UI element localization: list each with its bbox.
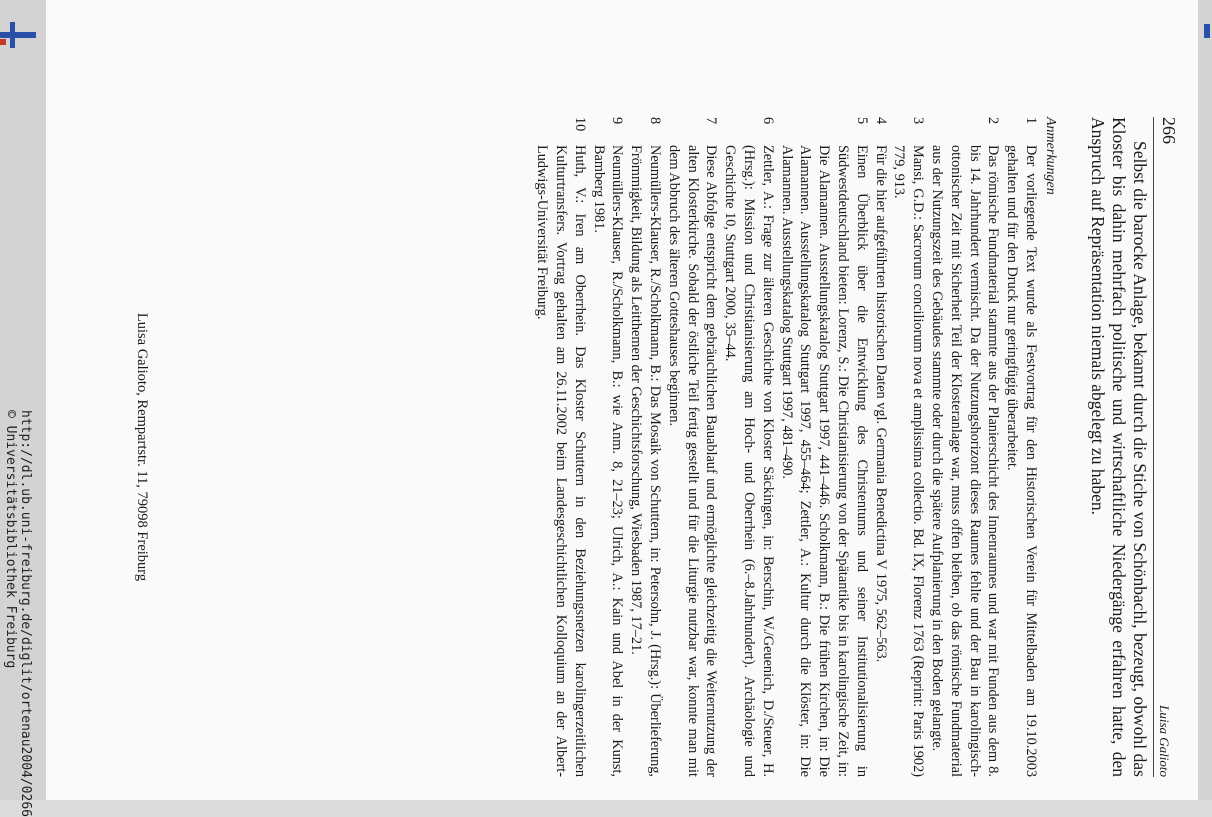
- note-item: [664, 117, 720, 777]
- note-text: Einen Überblick über die Entwicklung des Christentums und seiner Institutionalisierung in Südwestdeutschland bieten: Lorenz, S.: Die Christianisierung von der Spätantike bis in karolingische Zeit, in: Die Alamannen. Ausstellungskatalog Stuttgart 1997, 441–446. Scholkmann, B.: Die frühen Kirchen, in: Die Alamannen. Ausstellungskatalog Stuttgart 1997, 455–464; Zettler, A.: Kultur durch die Klöster, in: Die Alamannen. Ausstellungskatalog Stuttgart 1997, 481–490.: [778, 145, 870, 777]
- notes-list: [532, 117, 1040, 777]
- source-url-link[interactable]: http://dl.ub.uni-freiburg.de/diglit/ortenau2004/0266: [18, 410, 33, 817]
- note-number: 8: [647, 117, 664, 125]
- body-paragraph: Selbst die barocke Anlage, bekannt durch die Stiche von Schönbachl, bezeugt, obwohl das Kloster bis dahin mehrfach politische und wirtschaftliche Niedergänge erfahren hatte, den Anspruch auf Repräsentation niemals abgelegt zu haben.: [1088, 117, 1150, 777]
- author-address: Luisa Galioto, Rempartstr. 11, 79098 Freiburg: [134, 312, 150, 582]
- note-number: 10: [571, 117, 588, 132]
- note-item: [589, 117, 627, 777]
- note-text: Neumüllers-Klauser, R./Scholkmann, B.: Das Mosaik von Schuttern, in: Petersohn, J. (Hrsg.): Überlieferung, Frömmigkeit, Bildung als Leitthemen der Geschichtsforschung, Wiesbaden 1987, 17–21.: [628, 145, 664, 777]
- page-content-rotated: [134, 117, 1179, 777]
- note-item: [777, 117, 871, 777]
- note-text: Diese Abfolge entspricht dem gebräuchlichen Bauablauf und ermöglichte gleichzeitig die Weiternutzung der alten Klosterkirche. Sobald der östliche Teil fertig gestellt und für die Liturgie nutzbar war, konnte man mit dem Abbruch des älteren Gotteshauses beginnen.: [665, 145, 720, 777]
- note-item: [626, 117, 664, 777]
- edge-marker-bar-icon: [1204, 24, 1210, 38]
- logo-stem-icon: [10, 22, 15, 48]
- note-number: 1: [1023, 117, 1039, 125]
- page-number: 266: [1159, 117, 1179, 144]
- running-head: Luisa Galioto: [1157, 705, 1172, 777]
- note-text: Für die hier aufgeführten historischen Daten vgl. Germania Benedictina V 1975, 562–563.: [872, 145, 889, 663]
- viewer-right-margin: [1198, 0, 1212, 800]
- note-item: [532, 117, 588, 777]
- note-number: 2: [985, 117, 1002, 125]
- note-number: 5: [853, 117, 870, 125]
- note-number: 9: [609, 117, 626, 125]
- note-item: [720, 117, 776, 777]
- note-item: [871, 117, 890, 777]
- note-number: 4: [872, 117, 889, 125]
- scanned-page: [46, 0, 1198, 800]
- page-header: [1153, 117, 1179, 777]
- logo-bar-icon: [0, 32, 36, 38]
- note-text: Neumüllers-Klauser, R./Scholkmann, B.: wie Anm. 8, 21–23; Ulrich, A.: Kain und Abel in der Kunst, Bamberg 1981.: [590, 145, 626, 777]
- note-number: 6: [759, 117, 776, 125]
- note-item: [890, 117, 928, 777]
- note-number: 7: [703, 117, 720, 125]
- copyright-notice: © Universitätsbibliothek Freiburg: [3, 410, 18, 669]
- page-edge-marker-icon: [1200, 20, 1212, 42]
- logo-accent-icon: [0, 39, 6, 45]
- library-logo-icon: [0, 20, 36, 50]
- note-text: Mansi, G.D.: Sacrorum conciliorum nova et amplissima collectio. Bd. IX, Florenz 1763 (Reprint: Paris 1902) 779, 913.: [891, 145, 927, 777]
- notes-heading: Anmerkungen: [1043, 117, 1058, 195]
- note-text: Zettler, A.: Frage zur älteren Geschichte von Kloster Säckingen, in: Berschin, W./Geuenich, D./Steuer, H. (Hrsg.): Mission und Christianisierung am Hoch- und Oberrhein (6.–8.Jahrhundert). Archäologie und Geschichte 10, Stuttgart 2000, 35–44.: [722, 145, 776, 777]
- note-number: 3: [910, 117, 927, 125]
- note-text: Der vorliegende Text wurde als Festvortrag für den Historischen Verein für Mittelbaden am 19.10.2003 gehalten und für den Druck nur geringfügig überarbeitet.: [1004, 145, 1039, 777]
- note-text: Huth, V.: Iren am Oberrhein. Das Kloster Schuttern in den Beziehungsnetzen karolingerzeitlichen Kulturtransfers. Vortrag gehalten am 26.11.2002 beim Landesgeschichtlichen Kolloquium an der Albert-Ludwigs-Universität Freiburg.: [534, 145, 588, 777]
- note-item: [927, 117, 1002, 777]
- sidebar-source-text: [3, 410, 33, 817]
- note-item: [1002, 117, 1040, 777]
- note-text: Das römische Fundmaterial stammte aus der Planierschicht des Innenraumes und war mit Funden aus dem 8. bis 14. Jahrhundert vermischt. Da der Nutzungshorizont dieses Raumes fehlte und der Bau in karolingisch-ottonischer Zeit mit Sicherheit Teil der Klosteranlage war, muss offen bleiben, ob das römische Fundmaterial aus der Nutzungszeit des Gebäudes stammte oder durch die spätere Aufplanierung in den Boden gelangte.: [929, 145, 1002, 777]
